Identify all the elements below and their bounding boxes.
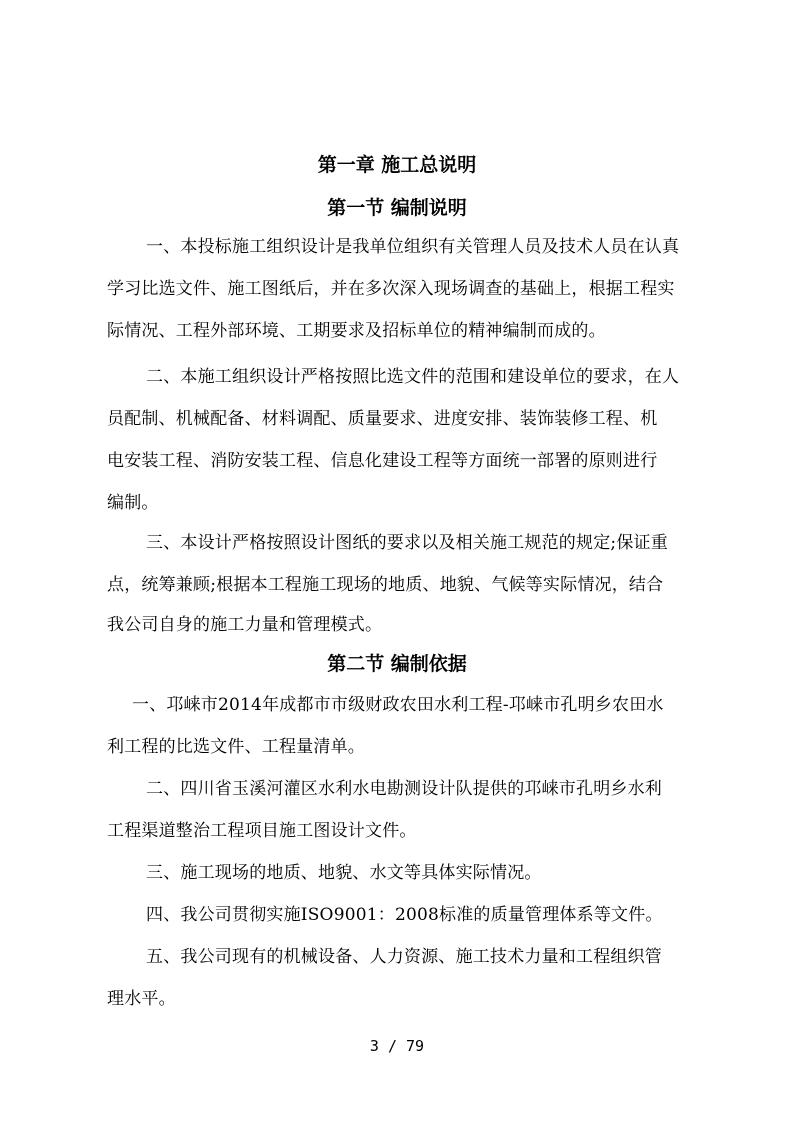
paragraph-line: 一、本投标施工组织设计是我单位组织有关管理人员及技术人员在认真 — [146, 237, 680, 257]
paragraph-line: 四、我公司贯彻实施ISO9001：2008标准的质量管理体系等文件。 — [146, 905, 663, 925]
paragraph-line: 五、我公司现有的机械设备、人力资源、施工技术力量和工程组织管 — [146, 947, 662, 967]
paragraph-line: 工程渠道整治工程项目施工图设计文件。 — [107, 821, 417, 841]
section-title-compilation-basis: 第二节 编制依据 — [327, 653, 467, 675]
paragraph-line: 员配制、机械配备、材料调配、质量要求、进度安排、装饰装修工程、机 — [107, 409, 658, 429]
paragraph-line: 利工程的比选文件、工程量清单。 — [107, 737, 365, 757]
paragraph-line: 编制。 — [107, 493, 159, 513]
section-title-compilation-notes: 第一节 编制说明 — [327, 197, 467, 219]
paragraph-line: 我公司自身的施工力量和管理模式。 — [107, 615, 383, 635]
paragraph-line: 理水平。 — [107, 989, 176, 1009]
paragraph-line: 学习比选文件、施工图纸后，并在多次深入现场调查的基础上，根据工程实 — [107, 279, 675, 299]
page-number: 3 / 79 — [369, 1037, 425, 1055]
paragraph-line: 电安装工程、消防安装工程、信息化建设工程等方面统一部署的原则进行 — [107, 451, 658, 471]
paragraph-line: 二、本施工组织设计严格按照比选文件的范围和建设单位的要求，在人 — [146, 367, 680, 387]
paragraph-line: 点，统筹兼顾;根据本工程施工现场的地质、地貌、气候等实际情况，结合 — [107, 575, 664, 595]
paragraph-line: 二、四川省玉溪河灌区水利水电勘测设计队提供的邛崃市孔明乡水利 — [146, 779, 662, 799]
paragraph-line: 三、施工现场的地质、地貌、水文等具体实际情况。 — [146, 863, 542, 883]
paragraph-line: 一、邛崃市2014年成都市市级财政农田水利工程-邛崃市孔明乡农田水 — [132, 695, 664, 715]
paragraph-line: 际情况、工程外部环境、工期要求及招标单位的精神编制而成的。 — [107, 321, 606, 341]
paragraph-line: 三、本设计严格按照设计图纸的要求以及相关施工规范的规定;保证重 — [146, 533, 668, 553]
chapter-title: 第一章 施工总说明 — [317, 154, 477, 176]
